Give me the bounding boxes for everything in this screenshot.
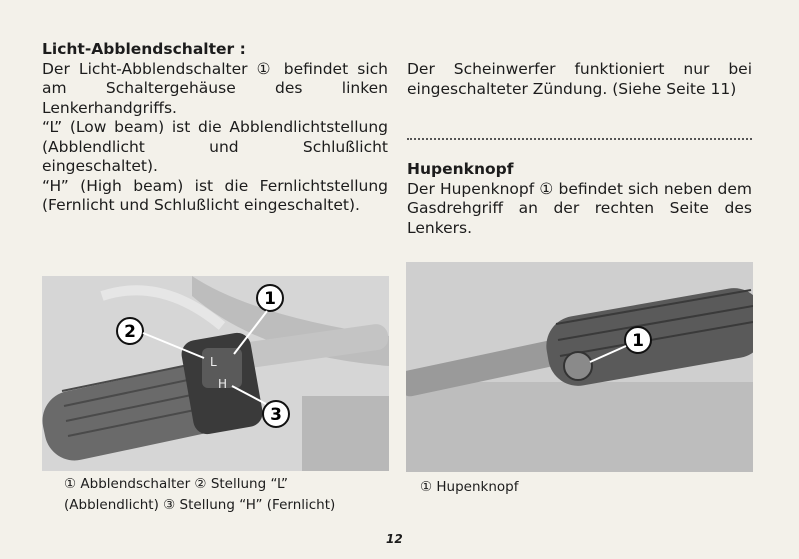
- dotted-divider: [407, 138, 752, 140]
- section-heading-horn: Hupenknopf: [407, 160, 514, 178]
- photo-right-horn-button: [406, 262, 753, 472]
- paragraph-high-beam: “H” (High beam) ist die Fernlichtstellung (Fernlicht und Schlußlicht eingeschaltet).: [42, 176, 388, 214]
- photo-left-handlebar-switch: [42, 276, 389, 471]
- svg-text:2: 2: [124, 322, 136, 342]
- caption-left-line2: (Abblendlicht) ③ Stellung “H” (Fernlicht): [64, 497, 336, 513]
- svg-text:1: 1: [264, 289, 276, 309]
- paragraph-switch-location: Der Licht-Abblendschalter ① befindet sich am Schaltergehäuse des linken Lenkerhandgriffs.: [42, 59, 388, 117]
- caption-left-line1: ① Abblendschalter ② Stellung “L”: [64, 476, 289, 492]
- caption-left: [64, 474, 394, 516]
- page-number: 12: [386, 532, 403, 546]
- caption-right: ① Hupenknopf: [420, 479, 519, 495]
- switch-label-l: L: [210, 355, 217, 369]
- left-column: [42, 40, 388, 216]
- paragraph-low-beam: “L” (Low beam) ist die Abblendlichtstellung (Abblendlicht und Schlußlicht eingeschaltet).: [42, 118, 388, 175]
- switch-label-h: H: [218, 377, 228, 391]
- svg-text:1: 1: [632, 331, 644, 351]
- right-column: [407, 60, 752, 99]
- paragraph-headlight-ignition: Der Scheinwerfer funktioniert nur bei eingeschalteter Zündung. (Siehe Seite 11): [407, 60, 752, 98]
- section-heading-light-switch: Licht-Abblendschalter :: [42, 40, 246, 58]
- horn-section: [407, 160, 752, 238]
- paragraph-horn-button: Der Hupenknopf ① befindet sich neben dem Gasdrehgriff an der rechten Seite des Lenkers.: [407, 179, 752, 237]
- svg-text:3: 3: [270, 405, 282, 425]
